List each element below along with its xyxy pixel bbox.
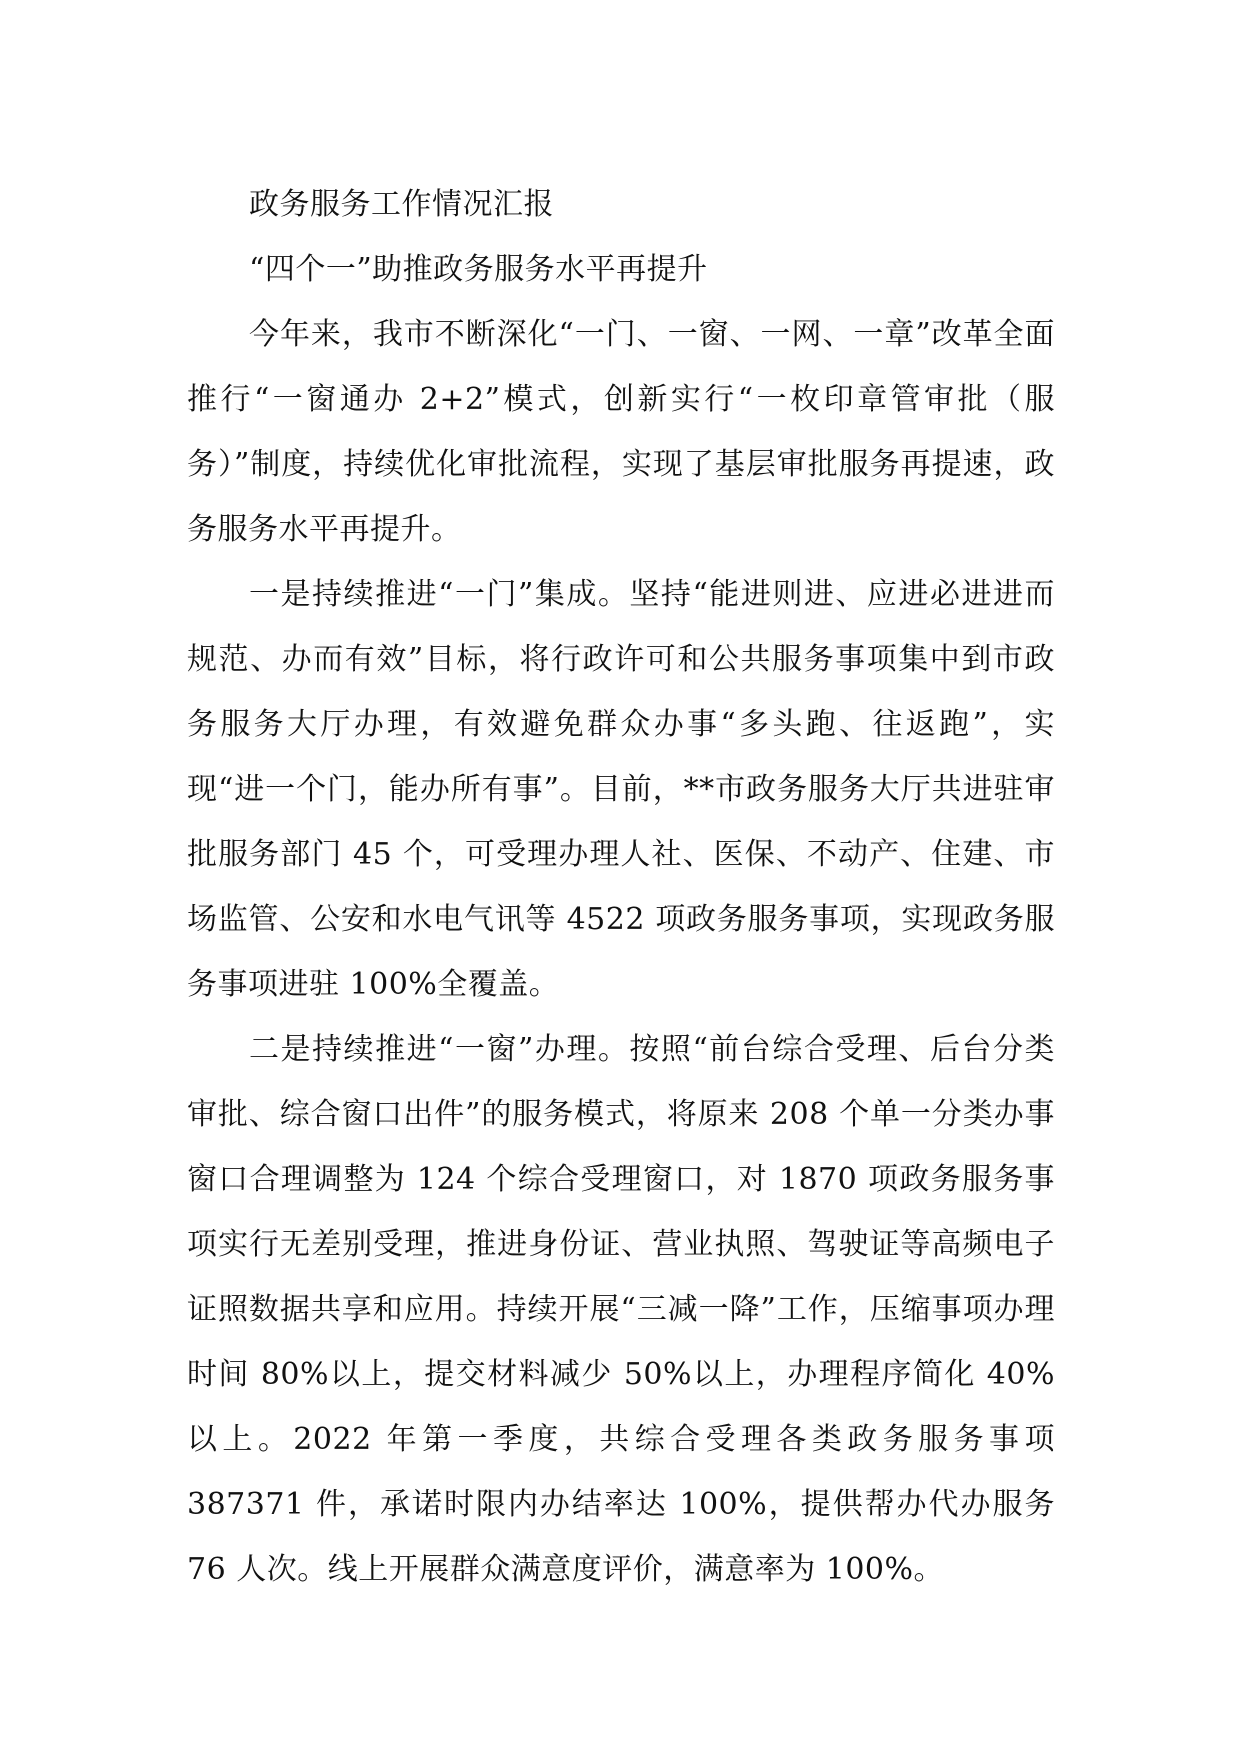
section-two-paragraph: 二是持续推进“一窗”办理。按照“前台综合受理、后台分类审批、综合窗口出件”的服务模式，将原来 208 个单一分类办事窗口合理调整为 124 个综合受理窗口，对 1870 项政务服务事项实行无差别受理，推进身份证、营业执照、驾驶证等高频电子证照数据共享和应用。持续开展“三减一降”工作，压缩事项办理时间 80%以上，提交材料减少 50%以上，办理程序简化 40%以上。2022 年第一季度，共综合受理各类政务服务事项 387371 件，承诺时限内办结率达 100%，提供帮办代办服务 76 人次。线上开展群众满意度评价，满意率为 100%。 (187, 1032, 1055, 1587)
document-body (187, 172, 1055, 1602)
intro-paragraph: 今年来，我市不断深化“一门、一窗、一网、一章”改革全面推行“一窗通办 2+2”模式，创新实行“一枚印章管审批（服务）”制度，持续优化审批流程，实现了基层审批服务再提速，政务服务水平再提升。 (187, 317, 1055, 547)
document-title: 政务服务工作情况汇报 (249, 187, 554, 222)
document-subtitle: “四个一”助推政务服务水平再提升 (249, 252, 708, 287)
section-one-paragraph: 一是持续推进“一门”集成。坚持“能进则进、应进必进进而规范、办而有效”目标，将行政许可和公共服务事项集中到市政务服务大厅办理，有效避免群众办事“多头跑、往返跑”，实现“进一个门，能办所有事”。目前，**市政务服务大厅共进驻审批服务部门 45 个，可受理办理人社、医保、不动产、住建、市场监管、公安和水电气讯等 4522 项政务服务事项，实现政务服务事项进驻 100%全覆盖。 (187, 577, 1055, 1002)
